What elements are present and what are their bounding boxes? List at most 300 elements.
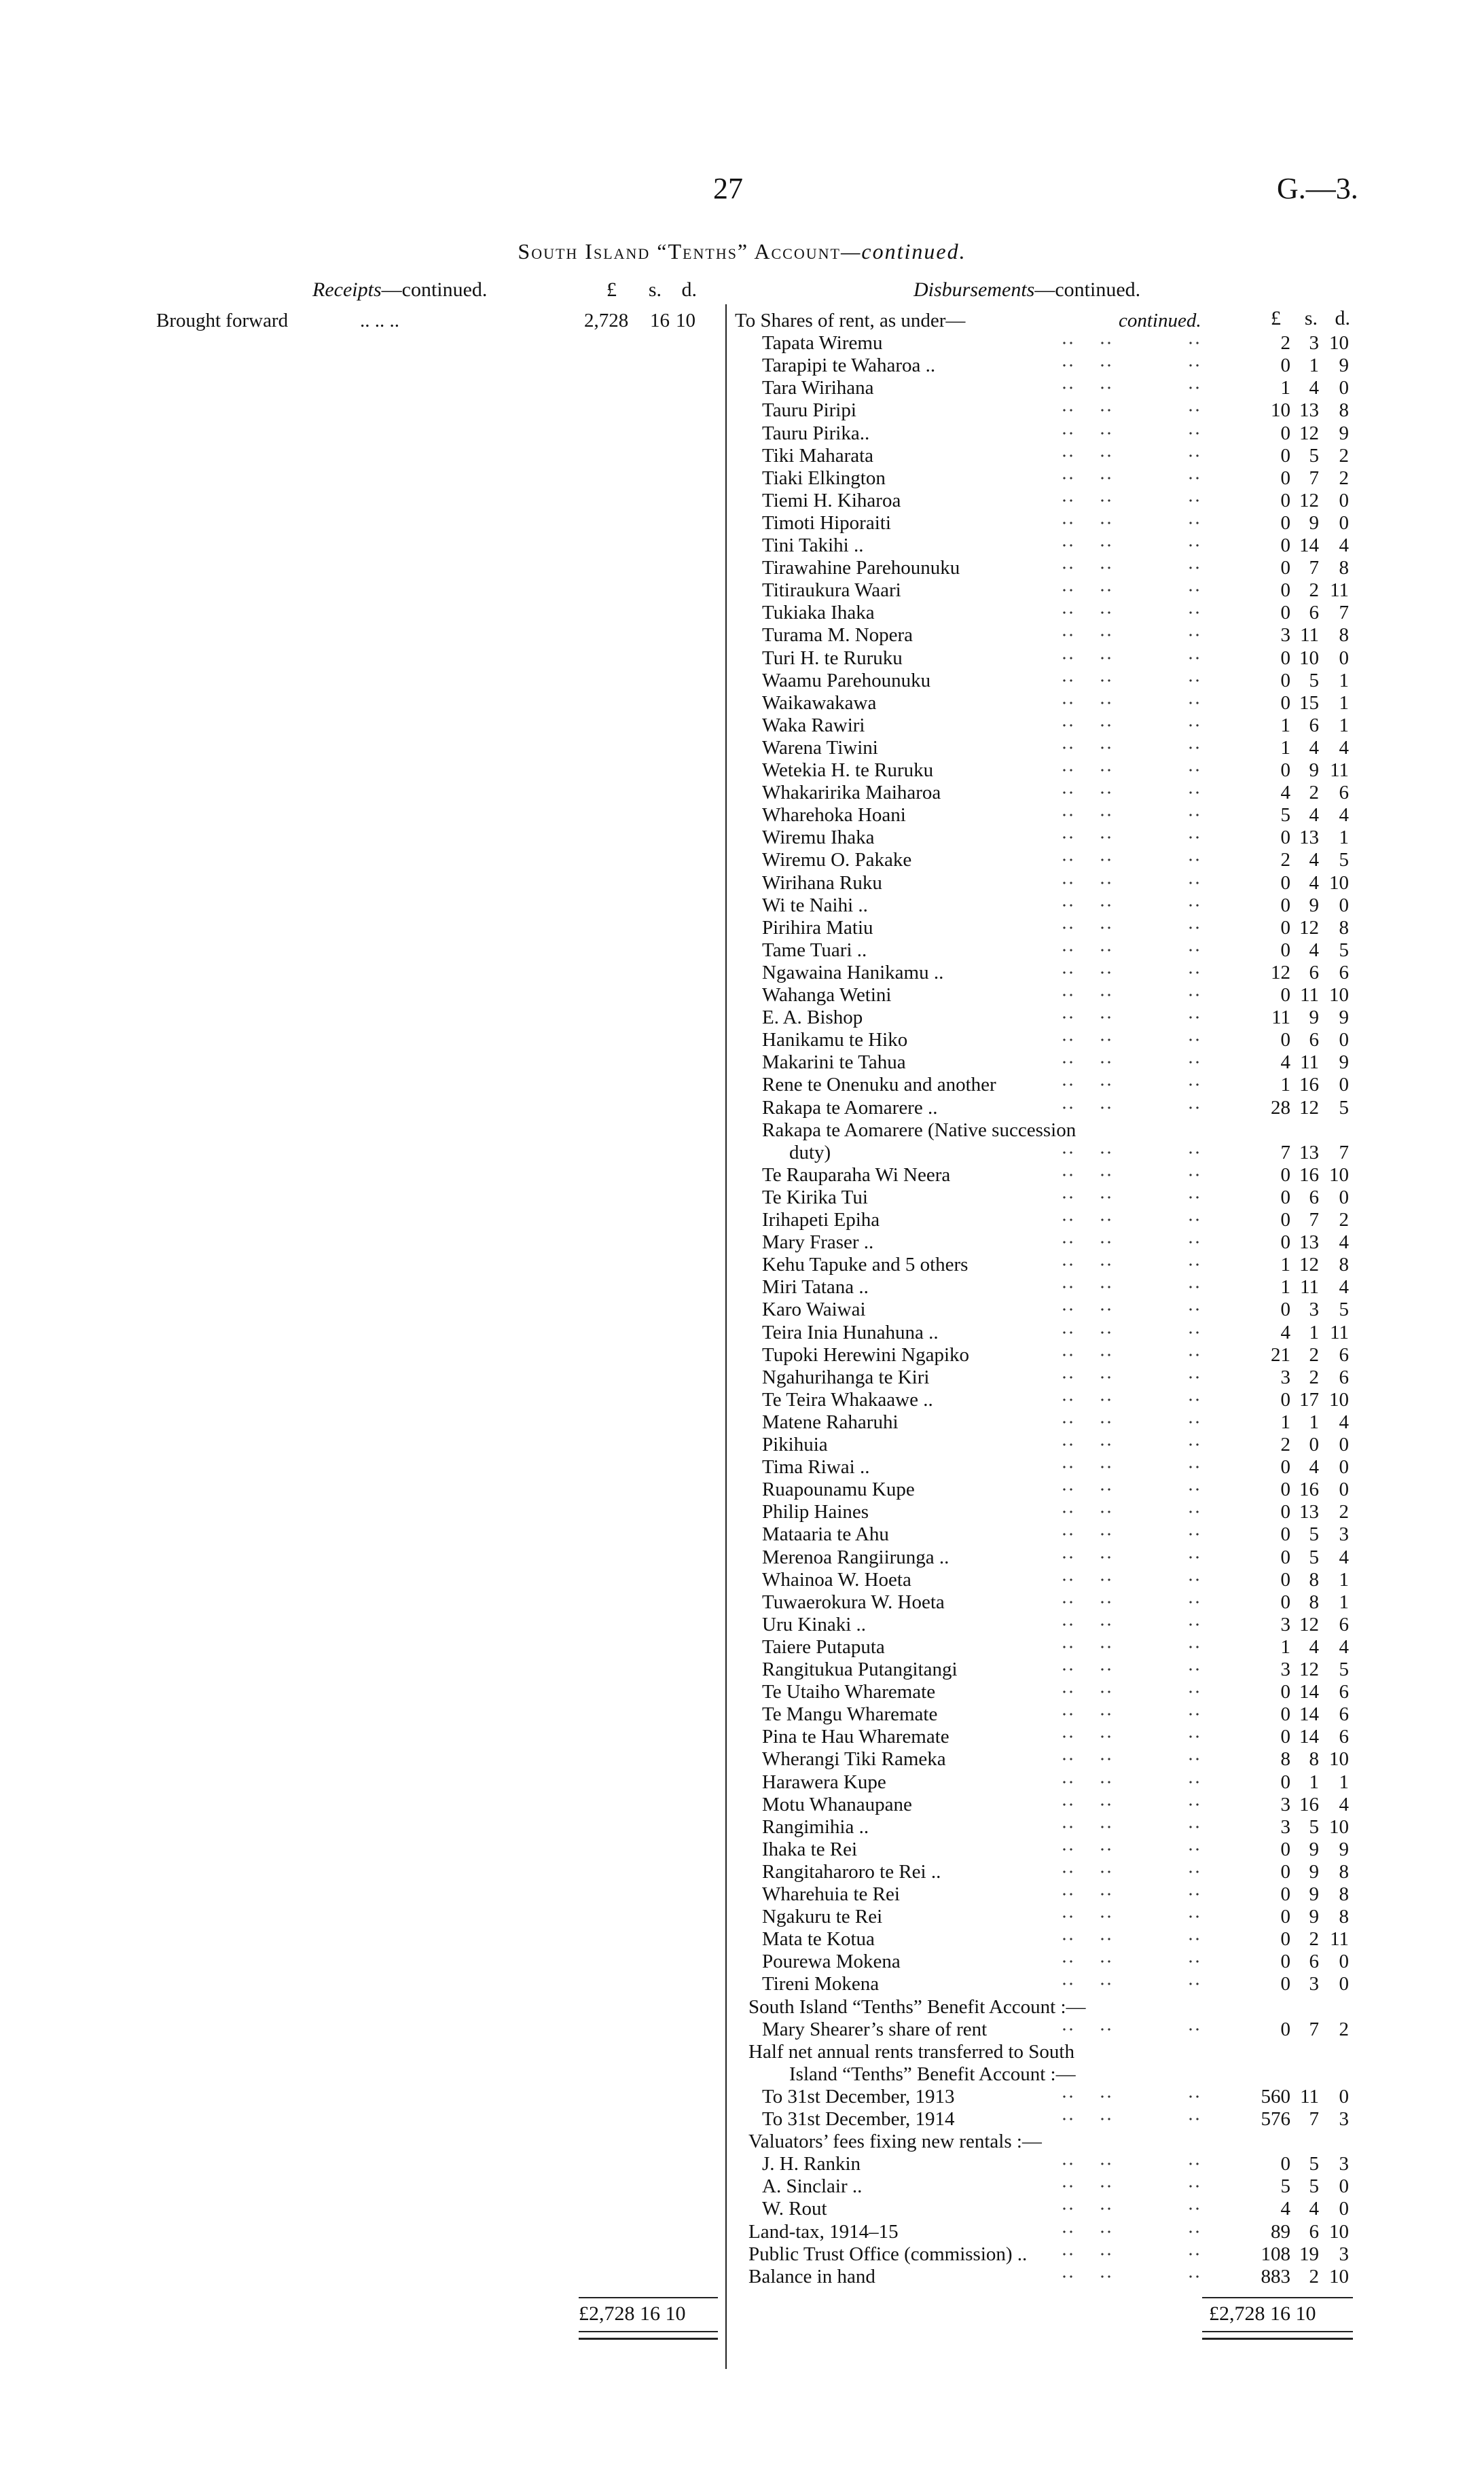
amount-shillings: 11: [1300, 1051, 1319, 1074]
amount-pounds: 0: [1280, 1906, 1290, 1928]
amount-shillings: 9: [1309, 511, 1319, 534]
dot-leader: [1187, 1826, 1202, 1828]
dot-leader: [1187, 994, 1202, 996]
dot-leader: [1099, 1038, 1114, 1041]
row-label: Philip Haines: [762, 1501, 869, 1523]
amount-pence: 0: [1339, 1479, 1349, 1501]
receipts-total-rule: [579, 2297, 718, 2298]
dot-leader: [1061, 1151, 1076, 1154]
dot-leader: [1061, 1938, 1076, 1940]
amount-pence: 9: [1339, 1051, 1349, 1074]
row-label: To Shares of rent, as under—: [735, 310, 966, 331]
dot-leader: [1187, 926, 1202, 929]
row-leader: .. .. ..: [360, 310, 399, 331]
amount-pence: 9: [1339, 422, 1349, 444]
row-label: Makarini te Tahua: [762, 1051, 906, 1074]
row-label: Motu Whanaupane: [762, 1793, 912, 1815]
amount-shillings: 4: [1309, 1456, 1319, 1479]
title-main: South Island “Tenths” Account: [518, 239, 841, 264]
dot-leader: [1187, 1443, 1202, 1446]
dot-leader: [1061, 1106, 1076, 1109]
dot-leader: [1061, 1713, 1076, 1716]
dot-leader: [1061, 1263, 1076, 1266]
dot-leader: [1187, 702, 1202, 704]
dot-leader: [1099, 342, 1114, 344]
row-label: Public Trust Office (commission) ..: [748, 2243, 1028, 2265]
dot-leader: [1187, 746, 1202, 749]
dot-leader: [1187, 1803, 1202, 1806]
dot-leader: [1099, 544, 1114, 547]
amount-pence: 5: [1339, 849, 1349, 871]
row-label: To 31st December, 1913: [762, 2085, 955, 2107]
row-label: Wharehuia te Rei: [762, 1883, 900, 1905]
dot-leader: [1099, 1331, 1114, 1334]
dot-leader: [1099, 679, 1114, 682]
dot-leader: [1099, 1758, 1114, 1760]
row-label: Tiemi H. Kiharoa: [762, 489, 901, 511]
amount-shillings: 12: [1299, 1613, 1319, 1635]
amount-pounds: 0: [1280, 894, 1290, 916]
amount-shillings: 9: [1309, 1007, 1319, 1029]
amount-pounds: 5: [1280, 2175, 1290, 2198]
dot-leader: [1061, 409, 1076, 412]
amount-shillings: 6: [1309, 714, 1319, 736]
amount-shillings: 12: [1299, 489, 1319, 511]
amount-pence: 6: [1339, 1703, 1349, 1726]
dot-leader: [1099, 724, 1114, 727]
dot-leader: [1099, 1713, 1114, 1716]
row-label: Te Rauparaha Wi Neera: [762, 1163, 951, 1186]
amount-shillings: 5: [1309, 444, 1319, 467]
amount-pence: 0: [1339, 1456, 1349, 1479]
dot-leader: [1099, 1870, 1114, 1873]
dot-leader: [1061, 769, 1076, 772]
amount-pounds: 4: [1280, 782, 1290, 804]
amount-pence: 8: [1339, 1906, 1349, 1928]
dot-leader: [1061, 1443, 1076, 1446]
row-label: Tiki Maharata: [762, 444, 874, 467]
amount-pence: 6: [1339, 782, 1349, 804]
row-label: Tiaki Elkington: [762, 467, 886, 489]
dot-leader: [1061, 432, 1076, 435]
amount-pence: 10: [1329, 1163, 1349, 1186]
dot-leader: [1099, 1308, 1114, 1311]
dot-leader: [1187, 2028, 1202, 2031]
amount-pence: 1: [1339, 1591, 1349, 1613]
dot-leader: [1187, 1466, 1202, 1468]
dot-leader: [1187, 1960, 1202, 1963]
dot-leader: [1187, 1578, 1202, 1581]
dot-leader: [1099, 2095, 1114, 2098]
amount-pence: 8: [1339, 1254, 1349, 1276]
dot-leader: [1099, 1354, 1114, 1356]
amount-pounds: 0: [1280, 1951, 1290, 1973]
row-label: Pirihira Matiu: [762, 916, 873, 939]
dot-leader: [1099, 1466, 1114, 1468]
row-label: A. Sinclair ..: [762, 2175, 863, 2198]
amount-pounds: 0: [1280, 827, 1290, 849]
dot-leader: [1099, 1578, 1114, 1581]
amount-pence: 4: [1339, 804, 1349, 827]
row-label: Wiremu Ihaka: [762, 827, 875, 849]
dot-leader: [1187, 1286, 1202, 1288]
dot-leader: [1061, 1083, 1076, 1086]
amount-pence: 2: [1339, 444, 1349, 467]
dot-leader: [1061, 1038, 1076, 1041]
amount-pounds: 3: [1280, 1815, 1290, 1838]
dot-leader: [1061, 1601, 1076, 1604]
row-label: Wetekia H. te Ruruku: [762, 759, 934, 781]
dot-leader: [1187, 814, 1202, 816]
dot-leader: [1187, 1421, 1202, 1424]
amount-pounds: 0: [1280, 1029, 1290, 1051]
amount-shillings: 1: [1309, 1771, 1319, 1793]
amount-shillings: 4: [1309, 2198, 1319, 2220]
amount-pounds: 560: [1261, 2085, 1290, 2107]
row-label: Pikihuia: [762, 1434, 828, 1455]
dot-leader: [1061, 858, 1076, 861]
amount-shillings: 2: [1309, 2265, 1319, 2287]
amount-pounds: 0: [1280, 2018, 1290, 2040]
amount-pence: 8: [1339, 557, 1349, 579]
amount-pence: 6: [1339, 961, 1349, 983]
amount-shillings: 7: [1309, 557, 1319, 579]
amount-pence: 10: [676, 310, 695, 331]
row-label: Rangitaharoro te Rei ..: [762, 1860, 941, 1883]
dot-leader: [1187, 1354, 1202, 1356]
amount-shillings: 8: [1309, 1591, 1319, 1613]
amount-shillings: 12: [1299, 1096, 1319, 1119]
amount-shillings: 11: [1300, 624, 1319, 647]
amount-pence: 1: [1339, 827, 1349, 849]
amount-pence: 0: [1339, 2198, 1349, 2220]
amount-shillings: 11: [1300, 2085, 1319, 2107]
dot-leader: [1187, 1938, 1202, 1940]
amount-pounds: 0: [1280, 1838, 1290, 1860]
row-label: Hanikamu te Hiko: [762, 1029, 908, 1051]
dot-leader: [1099, 1668, 1114, 1671]
amount-pounds: 0: [1280, 579, 1290, 602]
row-label: Tauru Pirika..: [762, 422, 870, 444]
amount-pence: 4: [1339, 1231, 1349, 1254]
amount-shillings: 12: [1299, 1254, 1319, 1276]
dot-leader: [1099, 657, 1114, 659]
amount-shillings: 4: [1309, 804, 1319, 827]
dot-leader: [1187, 1735, 1202, 1738]
row-label: Rakapa te Aomarere (Native succession: [762, 1119, 1076, 1141]
amount-pounds: 12: [1271, 961, 1290, 983]
dot-leader: [1099, 769, 1114, 772]
row-label: Waka Rawiri: [762, 714, 865, 736]
amount-pence: 8: [1339, 916, 1349, 939]
amount-pounds: 2,728: [584, 310, 629, 331]
amount-pence: 0: [1339, 2175, 1349, 2198]
row-label: To 31st December, 1914: [762, 2108, 955, 2130]
amount-pounds: 1: [1280, 1254, 1290, 1276]
amount-pence: 1: [1339, 669, 1349, 691]
disbursements-heading: Disbursements—continued.: [913, 278, 1141, 301]
amount-pounds: 0: [1280, 984, 1290, 1006]
amount-pounds: 0: [1280, 1163, 1290, 1186]
dot-leader: [1099, 1601, 1114, 1604]
amount-shillings: 4: [1309, 939, 1319, 961]
amount-pence: 8: [1339, 399, 1349, 422]
dot-leader: [1187, 1241, 1202, 1244]
dot-leader: [1099, 1735, 1114, 1738]
dot-leader: [1099, 1848, 1114, 1851]
amount-shillings: 12: [1299, 1659, 1319, 1680]
amount-pounds: 0: [1280, 1726, 1290, 1748]
dot-leader: [1099, 791, 1114, 794]
amount-shillings: 3: [1309, 332, 1319, 355]
dot-leader: [1099, 2028, 1114, 2031]
row-label: Tuwaerokura W. Hoeta: [762, 1591, 945, 1613]
amount-shillings: 9: [1309, 759, 1319, 781]
row-label: Wharehoka Hoani: [762, 804, 906, 827]
amount-pounds: 0: [1280, 2153, 1290, 2175]
amount-shillings: 2: [1309, 1928, 1319, 1951]
row-label: Mataaria te Ahu: [762, 1523, 889, 1546]
amount-pounds: 0: [1280, 444, 1290, 467]
dot-leader: [1099, 1241, 1114, 1244]
amount-pounds: 0: [1280, 1928, 1290, 1951]
dot-leader: [1061, 634, 1076, 636]
row-label: Matene Raharuhi: [762, 1411, 899, 1433]
amount-shillings: 6: [1309, 1029, 1319, 1051]
amount-shillings: 7: [1309, 1209, 1319, 1231]
amount-shillings: 17: [1299, 1388, 1319, 1411]
row-label: Rene te Onenuku and another: [762, 1074, 996, 1096]
dot-leader: [1187, 544, 1202, 547]
amount-shillings: 9: [1309, 1860, 1319, 1883]
dot-leader: [1099, 746, 1114, 749]
amount-shillings: 16: [1299, 1479, 1319, 1501]
dot-leader: [1061, 1488, 1076, 1491]
dot-leader: [1099, 1781, 1114, 1784]
dot-leader: [1187, 2185, 1202, 2188]
dot-leader: [1061, 1690, 1076, 1693]
amount-shillings: 6: [1309, 1951, 1319, 1973]
amount-pence: 8: [1339, 1860, 1349, 1883]
dot-leader: [1099, 477, 1114, 479]
dot-leader: [1099, 1556, 1114, 1559]
receipts-double-rule: [579, 2331, 718, 2340]
dot-leader: [1187, 1713, 1202, 1716]
row-label: Wi te Naihi ..: [762, 894, 868, 916]
amount-pounds: 0: [1280, 1568, 1290, 1591]
amount-pounds: 4: [1280, 2198, 1290, 2220]
dot-leader: [1099, 882, 1114, 884]
amount-shillings: 14: [1299, 1726, 1319, 1748]
row-label: Tara Wirihana: [762, 377, 874, 399]
dot-leader: [1061, 2253, 1076, 2256]
amount-pounds: 0: [1280, 1231, 1290, 1254]
amount-shillings: 1: [1309, 1321, 1319, 1343]
amount-pounds: 0: [1280, 602, 1290, 624]
row-label: Rangimihia ..: [762, 1815, 869, 1838]
dot-leader: [1187, 1488, 1202, 1491]
amount-pence: 0: [1339, 1074, 1349, 1096]
dot-leader: [1099, 2163, 1114, 2165]
amount-pounds: 11: [1271, 1007, 1290, 1029]
row-label: Tapata Wiremu: [762, 332, 883, 355]
dot-leader: [1061, 791, 1076, 794]
dot-leader: [1061, 971, 1076, 974]
amount-pence: 1: [1339, 1771, 1349, 1793]
row-label: Timoti Hiporaiti: [762, 511, 891, 534]
amount-shillings: 8: [1309, 1568, 1319, 1591]
dot-leader: [1061, 1354, 1076, 1356]
dot-leader: [1187, 1174, 1202, 1176]
dot-leader: [1061, 2207, 1076, 2210]
amount-pence: 0: [1339, 1186, 1349, 1208]
row-label: Valuators’ fees fixing new rentals :—: [748, 2131, 1042, 2153]
amount-pounds: 0: [1280, 1523, 1290, 1546]
amount-shillings: 5: [1309, 2153, 1319, 2175]
amount-pounds: 2: [1280, 332, 1290, 355]
amount-pounds: 2: [1280, 849, 1290, 871]
dot-leader: [1061, 2118, 1076, 2120]
amount-pounds: 0: [1280, 939, 1290, 961]
row-label: Tupoki Herewini Ngapiko: [762, 1343, 970, 1366]
row-label: Wherangi Tiki Rameka: [762, 1748, 946, 1771]
dot-leader: [1187, 1848, 1202, 1851]
amount-pence: 10: [1329, 984, 1349, 1006]
row-label: Te Teira Whakaawe ..: [762, 1388, 933, 1411]
amount-shillings: 6: [1309, 602, 1319, 624]
amount-pence: 11: [1330, 1928, 1349, 1951]
dot-leader: [1187, 1983, 1202, 1985]
amount-shillings: 16: [650, 310, 670, 331]
dot-leader: [1061, 746, 1076, 749]
dot-leader: [1099, 1376, 1114, 1379]
amount-pounds: 1: [1280, 736, 1290, 759]
amount-pence: 11: [1330, 1321, 1349, 1343]
amount-pence: 10: [1329, 2220, 1349, 2243]
dot-leader: [1099, 2185, 1114, 2188]
amount-shillings: 12: [1299, 422, 1319, 444]
amount-shillings: 5: [1309, 1523, 1319, 1546]
dot-leader: [1187, 769, 1202, 772]
dot-leader: [1187, 1218, 1202, 1221]
row-label: Tini Takihi ..: [762, 535, 864, 556]
row-label: Land-tax, 1914–15: [748, 2220, 899, 2243]
amount-pence: 0: [1339, 511, 1349, 534]
row-label: Balance in hand: [748, 2265, 875, 2287]
amount-pence: 10: [1329, 1815, 1349, 1838]
dot-leader: [1187, 611, 1202, 614]
amount-shillings: 4: [1309, 377, 1319, 399]
dot-leader: [1061, 882, 1076, 884]
amount-pounds: 0: [1280, 1771, 1290, 1793]
dot-leader: [1187, 1398, 1202, 1401]
dot-leader: [1187, 949, 1202, 952]
dot-leader: [1099, 814, 1114, 816]
amount-pence: 4: [1339, 1793, 1349, 1815]
amount-shillings: 15: [1299, 691, 1319, 714]
dot-leader: [1061, 499, 1076, 502]
receipts-total: £2,728 16 10: [579, 2302, 686, 2325]
amount-pounds: 2: [1280, 1434, 1290, 1455]
column-divider: [725, 304, 727, 2369]
dot-leader: [1061, 1803, 1076, 1806]
dot-leader: [1061, 2095, 1076, 2098]
table-row: [735, 1119, 1414, 1142]
amount-shillings: 12: [1299, 916, 1319, 939]
amount-shillings: 9: [1309, 1906, 1319, 1928]
dot-leader: [1099, 971, 1114, 974]
dot-leader: [1099, 454, 1114, 457]
dot-leader: [1099, 1016, 1114, 1019]
amount-pence: 2: [1339, 1209, 1349, 1231]
amount-pence: 4: [1339, 1546, 1349, 1568]
table-row: [735, 2063, 1414, 2086]
dot-leader: [1099, 1983, 1114, 1985]
amount-pounds: 0: [1280, 691, 1290, 714]
amount-pounds: 0: [1280, 1883, 1290, 1905]
dot-leader: [1099, 1443, 1114, 1446]
amount-shillings: 3: [1309, 1973, 1319, 1995]
amount-shillings: 14: [1299, 1681, 1319, 1703]
amount-pence: 5: [1339, 939, 1349, 961]
amount-pounds: 0: [1280, 1973, 1290, 1995]
amount-pence: 2: [1339, 1501, 1349, 1523]
dot-leader: [1187, 724, 1202, 727]
dot-leader: [1187, 1106, 1202, 1109]
row-label: Waamu Parehounuku: [762, 669, 931, 691]
row-label: Taiere Putaputa: [762, 1635, 885, 1658]
row-label: Tame Tuari ..: [762, 939, 867, 961]
amount-pence: 11: [1330, 579, 1349, 602]
dot-leader: [1061, 544, 1076, 547]
dot-leader: [1187, 2118, 1202, 2120]
row-label: Ngahurihanga te Kiri: [762, 1366, 930, 1388]
dot-leader: [1099, 1421, 1114, 1424]
amount-pence: 9: [1339, 1007, 1349, 1029]
amount-pounds: 0: [1280, 557, 1290, 579]
dot-leader: [1187, 2275, 1202, 2278]
row-label: Pourewa Mokena: [762, 1951, 901, 1973]
row-label: Kehu Tapuke and 5 others: [762, 1254, 969, 1276]
dot-leader: [1187, 1556, 1202, 1559]
dot-leader: [1187, 1646, 1202, 1648]
dot-leader: [1061, 477, 1076, 479]
amount-pence: 0: [1339, 377, 1349, 399]
amount-pounds: 0: [1280, 1186, 1290, 1208]
amount-shillings: 6: [1309, 961, 1319, 983]
dot-leader: [1061, 1848, 1076, 1851]
dot-leader: [1187, 634, 1202, 636]
amount-pounds: 1: [1280, 1411, 1290, 1433]
dot-leader: [1187, 1263, 1202, 1266]
row-label: Mata te Kotua: [762, 1928, 875, 1951]
dot-leader: [1099, 1826, 1114, 1828]
dot-leader: [1061, 2230, 1076, 2233]
amount-pounds: 576: [1261, 2108, 1290, 2130]
dot-leader: [1061, 364, 1076, 367]
row-label: Warena Tiwini: [762, 736, 878, 759]
amount-shillings: 4: [1309, 736, 1319, 759]
dot-leader: [1187, 1376, 1202, 1379]
amount-shillings: 0: [1309, 1434, 1319, 1455]
amount-shillings: 13: [1299, 1501, 1319, 1523]
dot-leader: [1187, 2095, 1202, 2098]
amount-pounds: 0: [1280, 1501, 1290, 1523]
amount-pence: 4: [1339, 736, 1349, 759]
dot-leader: [1061, 566, 1076, 569]
amount-pence: 10: [1329, 332, 1349, 355]
dot-leader: [1061, 814, 1076, 816]
